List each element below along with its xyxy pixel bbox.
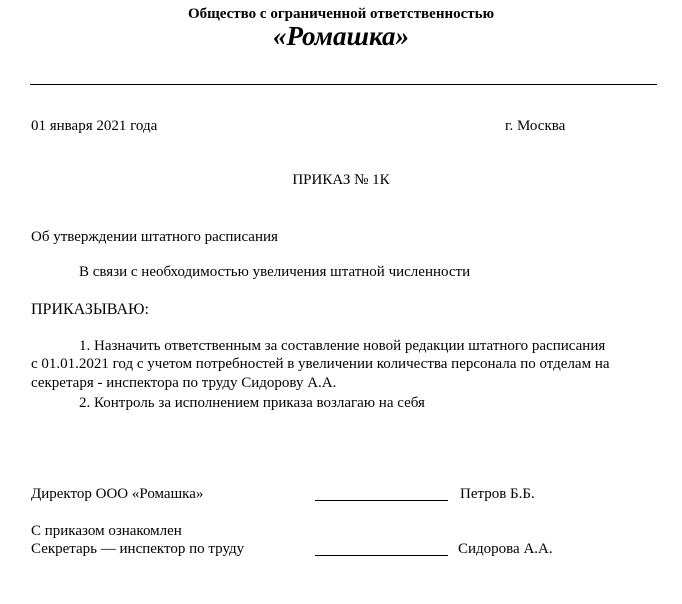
secretary-name: Сидорова А.А.	[458, 541, 553, 557]
order-item-1-line-2: с 01.01.2021 год с учетом потребностей в увеличении количества персонала по отделам на	[31, 356, 610, 372]
organization-name: «Ромашка»	[273, 21, 409, 51]
document-city: г. Москва	[505, 118, 566, 134]
director-name: Петров Б.Б.	[460, 486, 535, 502]
order-subject: Об утверждении штатного расписания	[31, 229, 278, 245]
order-item-1-line-3: секретаря - инспектора по труду Сидорову А.А.	[31, 375, 337, 391]
director-position: Директор ООО «Ромашка»	[31, 486, 204, 502]
director-signature-line	[315, 500, 448, 501]
document-date: 01 января 2021 года	[31, 118, 158, 134]
order-title: ПРИКАЗ № 1К	[292, 172, 390, 188]
secretary-position: Секретарь — инспектор по труду	[31, 541, 245, 557]
organization-type: Общество с ограниченной ответственностью	[187, 6, 495, 22]
order-item-2: 2. Контроль за исполнением приказа возлагаю на себя	[79, 395, 425, 411]
secretary-signature-line	[315, 555, 448, 556]
order-reason: В связи с необходимостью увеличения штатной численности	[79, 264, 471, 280]
order-item-1-line-1: 1. Назначить ответственным за составление новой редакции штатного расписания	[79, 338, 606, 354]
order-directive-word: ПРИКАЗЫВАЮ:	[31, 301, 149, 318]
acknowledgement-label: С приказом ознакомлен	[31, 523, 182, 539]
header-divider	[30, 84, 657, 85]
